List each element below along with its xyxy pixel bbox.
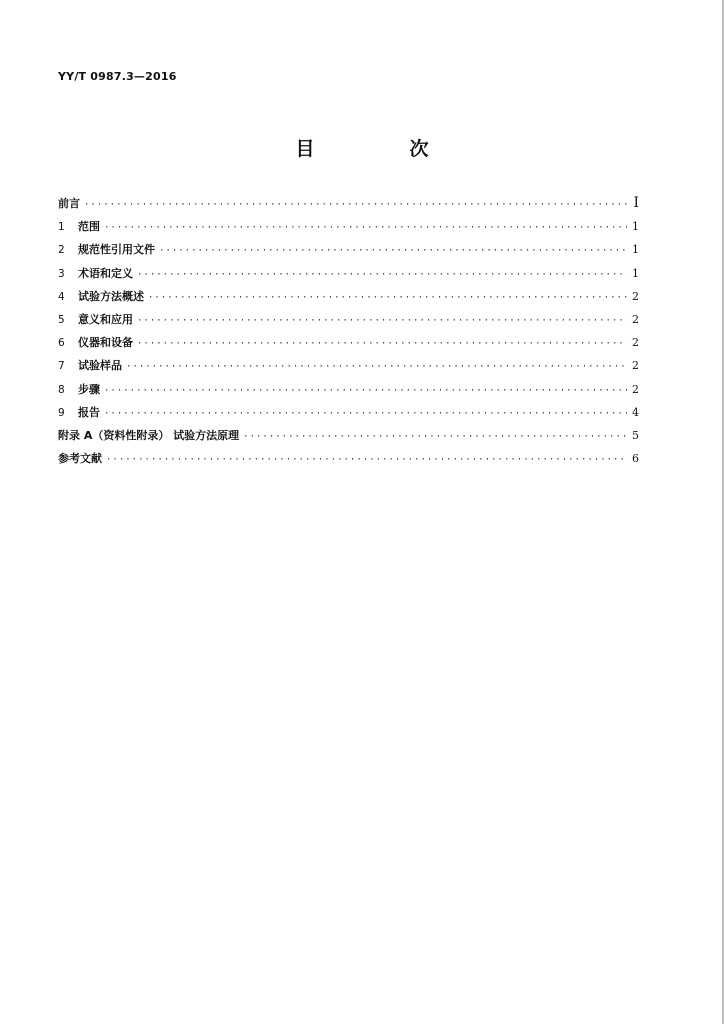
- toc-entry-label: 术语和定义: [78, 266, 133, 280]
- toc-entry-test-specimens[interactable]: [58, 357, 639, 380]
- toc-entry-page: 1: [632, 220, 639, 234]
- toc-entry-page: 2: [632, 382, 639, 396]
- toc-entry-label: 参考文献: [58, 452, 102, 466]
- toc-entry-page: 1: [632, 243, 639, 257]
- toc-entry-method-overview[interactable]: [58, 288, 639, 311]
- toc-entry-label: 报告: [78, 405, 100, 419]
- toc-entry-page: Ⅰ: [633, 195, 639, 211]
- toc-entry-label: 步骤: [78, 382, 100, 396]
- toc-entry-page: 6: [632, 452, 639, 466]
- dot-leader: [137, 339, 627, 349]
- dot-leader: [84, 200, 627, 210]
- toc-entry-page: 2: [632, 359, 639, 373]
- toc-entry-number: 5: [58, 313, 65, 326]
- toc-entry-page: 2: [632, 312, 639, 326]
- dot-leader: [104, 386, 627, 396]
- toc-entry-label: 范围: [78, 220, 100, 234]
- toc-entry-normative-references[interactable]: [58, 241, 639, 264]
- toc-entry-label: 仪器和设备: [78, 336, 133, 350]
- dot-leader: [137, 270, 627, 280]
- toc-entry-number: 1: [58, 221, 65, 234]
- toc-entry-number: 8: [58, 383, 65, 396]
- toc-entry-page: 2: [632, 336, 639, 350]
- toc-entry-scope[interactable]: [58, 218, 639, 241]
- dot-leader: [243, 432, 627, 442]
- toc-entry-page: 4: [632, 405, 639, 419]
- toc-entry-page: 2: [632, 289, 639, 303]
- toc-entry-number: 3: [58, 267, 65, 280]
- dot-leader: [104, 409, 627, 419]
- toc-entry-terms-definitions[interactable]: [58, 265, 639, 288]
- toc-entry-procedure[interactable]: [58, 381, 639, 404]
- toc-entry-foreword[interactable]: [58, 195, 639, 218]
- toc-entry-page: 5: [632, 428, 639, 442]
- table-of-contents: [58, 195, 639, 473]
- toc-entry-number: 9: [58, 406, 65, 419]
- toc-entry-page: 1: [632, 266, 639, 280]
- toc-entry-report[interactable]: [58, 404, 639, 427]
- dot-leader: [106, 455, 627, 465]
- toc-entry-apparatus[interactable]: [58, 334, 639, 357]
- standard-code: YY/T 0987.3—2016: [58, 70, 177, 83]
- dot-leader: [126, 362, 627, 372]
- toc-entry-label: 前言: [58, 197, 80, 210]
- dot-leader: [104, 223, 627, 233]
- toc-entry-significance-use[interactable]: [58, 311, 639, 334]
- toc-entry-label: 试验方法概述: [78, 289, 144, 303]
- toc-title: 目 次: [295, 138, 467, 160]
- toc-entry-label: 试验样品: [78, 359, 122, 373]
- dot-leader: [148, 293, 627, 303]
- toc-entry-annex-a[interactable]: [58, 427, 639, 450]
- toc-entry-number: 4: [58, 290, 65, 303]
- dot-leader: [159, 246, 627, 256]
- toc-entry-label: 附录 A（资料性附录） 试验方法原理: [58, 428, 240, 442]
- dot-leader: [137, 316, 627, 326]
- toc-entry-label: 规范性引用文件: [78, 243, 155, 257]
- toc-entry-bibliography[interactable]: [58, 450, 639, 473]
- toc-entry-number: 6: [58, 337, 65, 350]
- toc-entry-label: 意义和应用: [78, 312, 133, 326]
- toc-entry-number: 2: [58, 244, 65, 257]
- toc-entry-number: 7: [58, 360, 65, 373]
